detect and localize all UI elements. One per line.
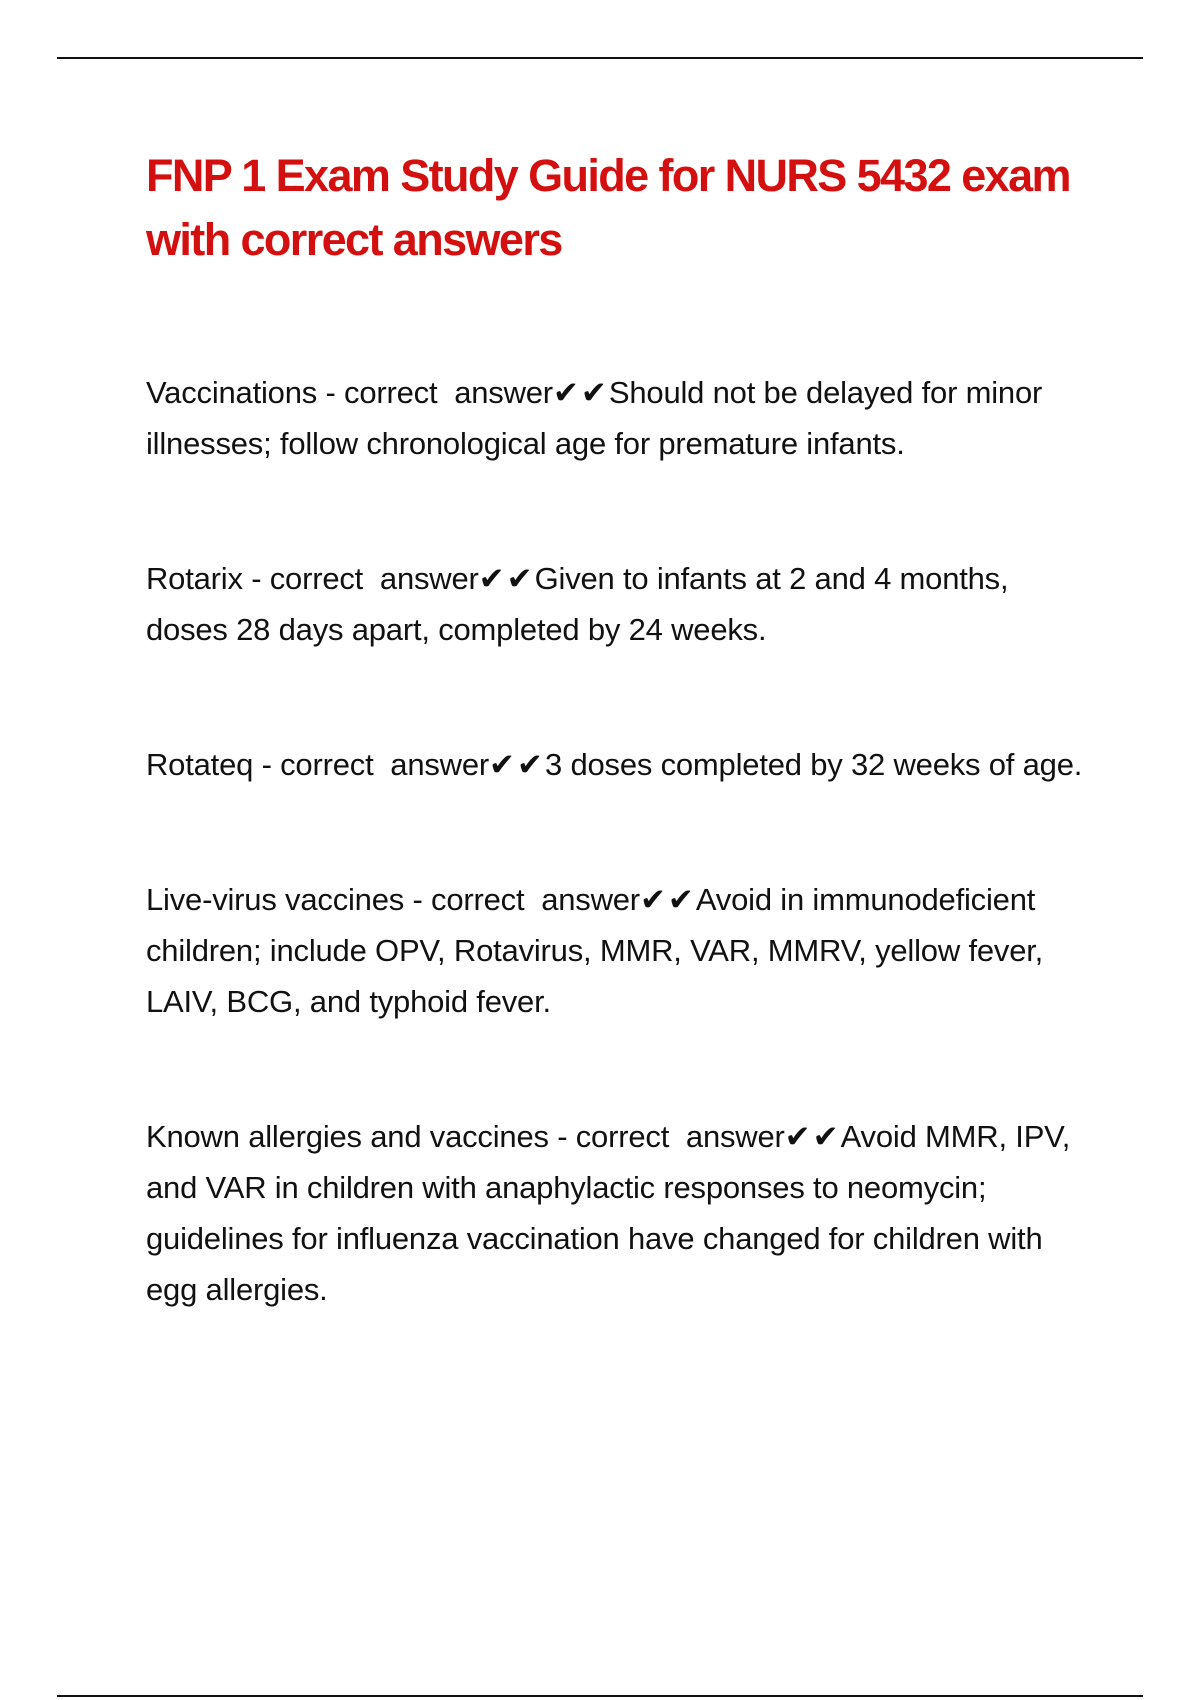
qa-separator: - correct answer (548, 1119, 785, 1154)
qa-separator: - correct answer (404, 882, 640, 917)
qa-answer: Given to infants at 2 and 4 months, doses 28 days apart, completed by 24 weeks. (146, 561, 1017, 647)
qa-separator: - correct answer (253, 747, 490, 782)
qa-item-vaccinations (146, 367, 1086, 469)
qa-term: Live-virus vaccines (146, 882, 405, 917)
qa-item-live-virus-vaccines (146, 874, 1086, 1027)
qa-separator: - correct answer (242, 561, 479, 596)
qa-list (146, 367, 1086, 1399)
qa-term: Vaccinations (146, 375, 318, 410)
qa-answer: Avoid in immunodeficient children; include OPV, Rotavirus, MMR, VAR, MMRV, yellow fever, LAIV, BCG, and typhoid fever. (146, 882, 1052, 1019)
check-marks-icon: ✔✔ (552, 375, 609, 410)
qa-term: Rotarix (146, 561, 243, 596)
check-marks-icon: ✔✔ (489, 747, 545, 782)
qa-item-rotateq (146, 739, 1086, 790)
document-title: FNP 1 Exam Study Guide for NURS 5432 exam with correct answers (146, 150, 1070, 265)
check-marks-icon: ✔✔ (639, 882, 696, 917)
qa-answer: Should not be delayed for minor illnesses; follow chronological age for premature infants. (146, 375, 1051, 461)
qa-item-rotarix (146, 553, 1086, 655)
top-rule (57, 57, 1143, 59)
bottom-rule (57, 1695, 1143, 1697)
qa-term: Rotateq (146, 747, 254, 782)
qa-term: Known allergies and vaccines (146, 1119, 549, 1154)
qa-separator: - correct answer (317, 375, 553, 410)
check-marks-icon: ✔✔ (784, 1119, 841, 1154)
qa-answer: Avoid MMR, IPV, and VAR in children with anaphylactic responses to neomycin; guidelines for influenza vaccination have changed for children with egg allergies. (146, 1119, 1079, 1307)
qa-item-known-allergies (146, 1111, 1086, 1315)
check-marks-icon: ✔✔ (478, 561, 535, 596)
qa-answer: 3 doses completed by 32 weeks of age. (545, 747, 1083, 782)
